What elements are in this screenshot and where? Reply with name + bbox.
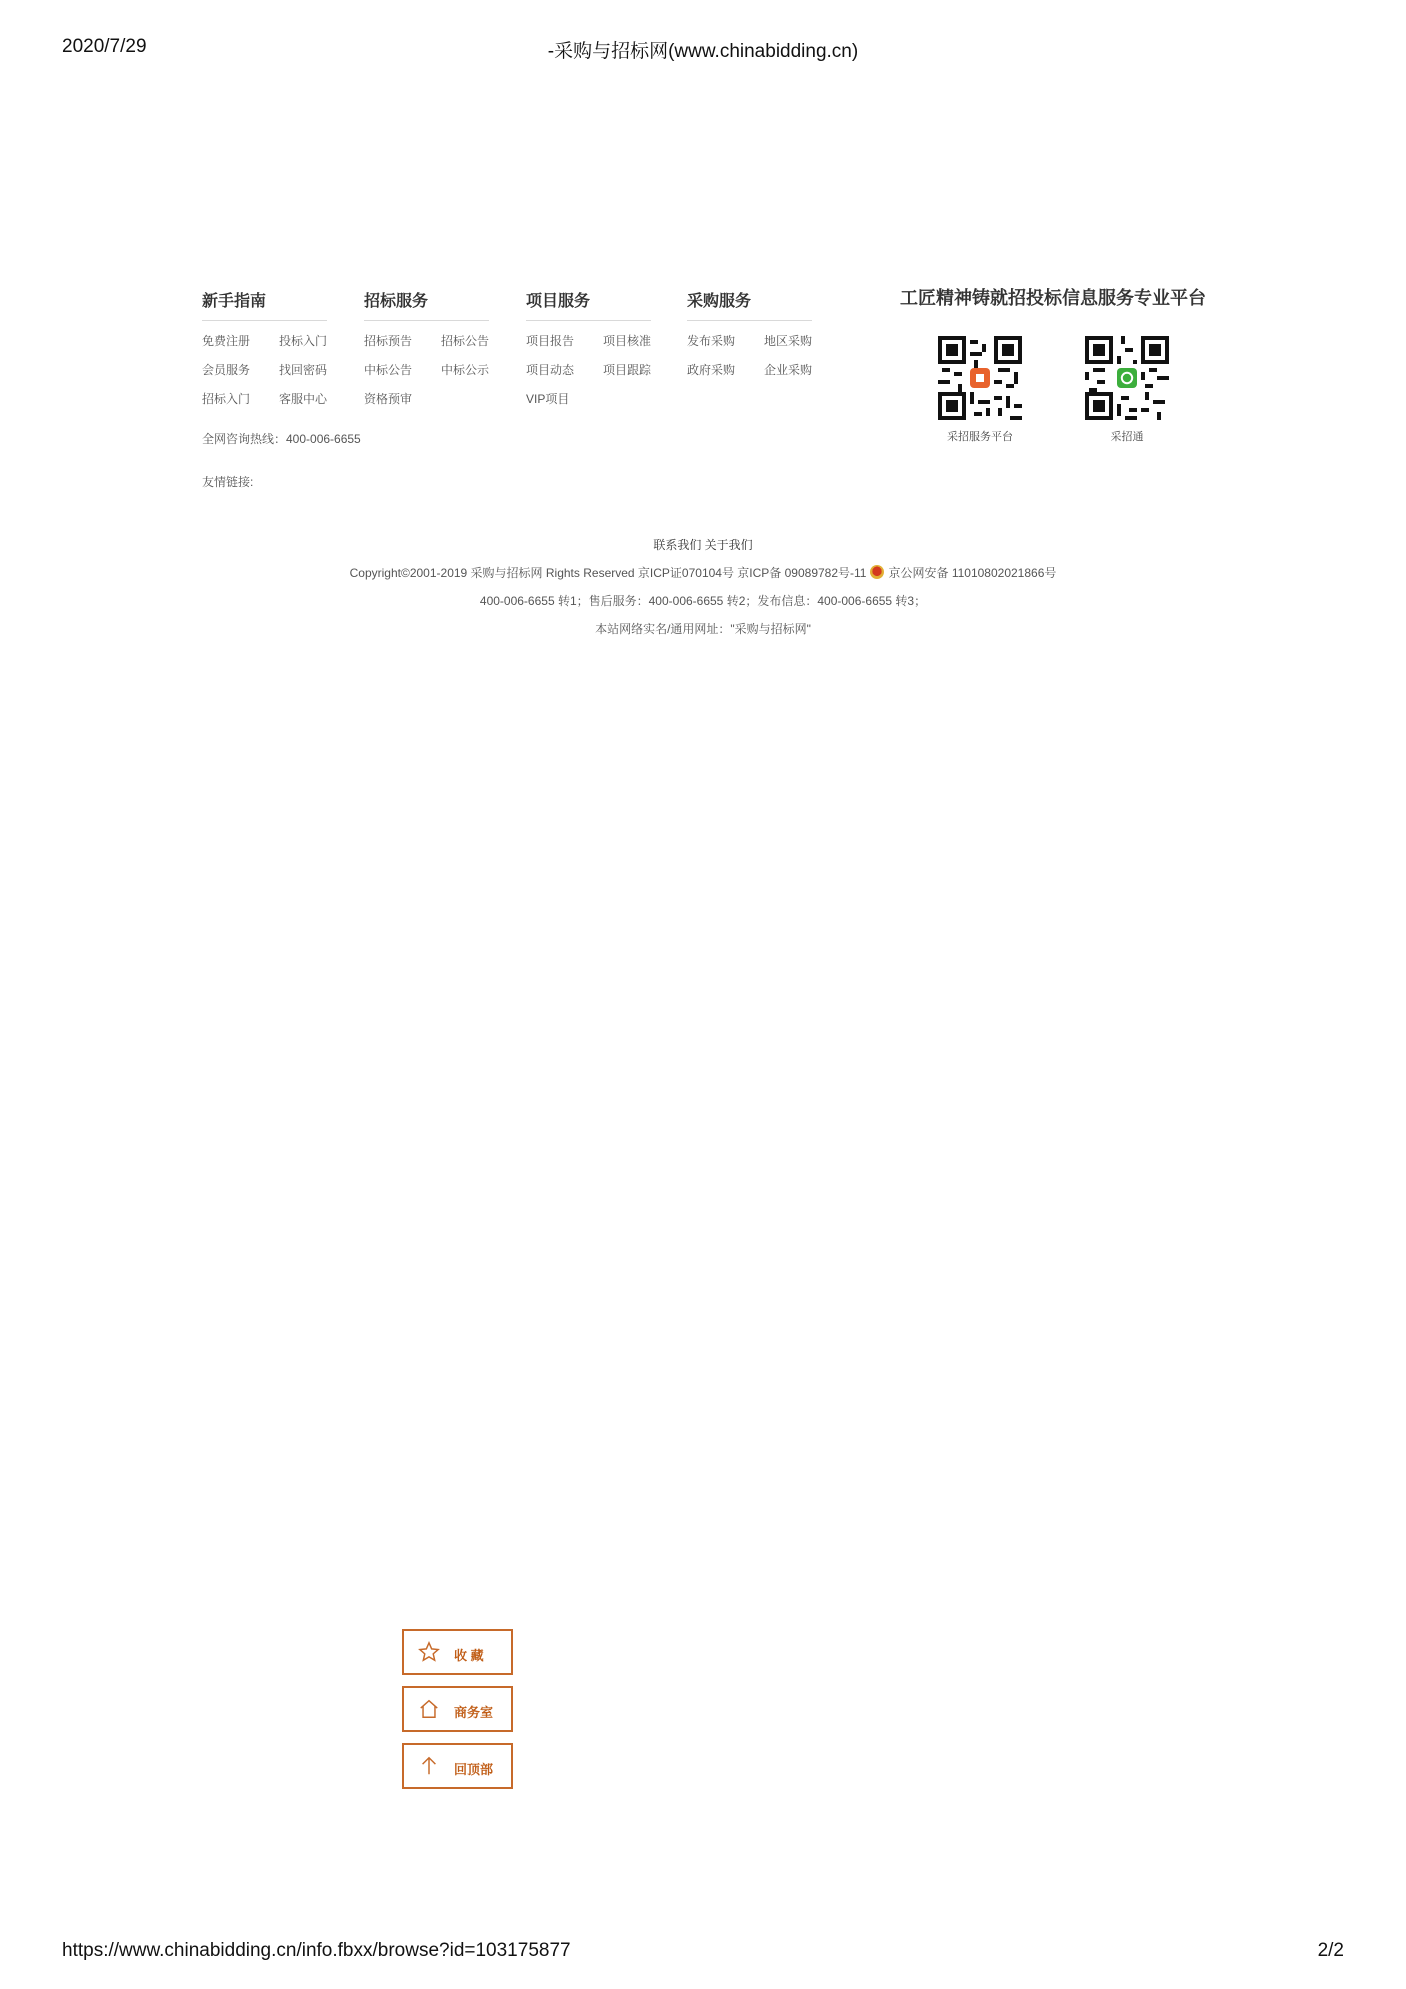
- nav-link-free-register[interactable]: 免费注册: [202, 334, 251, 348]
- nav-link-member-service[interactable]: 会员服务: [202, 363, 251, 377]
- nav-link-award-public[interactable]: 中标公示: [441, 363, 490, 377]
- friend-links-label: 友情链接:: [202, 475, 254, 489]
- back-to-top-button[interactable]: [402, 1743, 513, 1789]
- office-button[interactable]: [402, 1686, 513, 1732]
- nav-column-title: 项目服务: [526, 288, 651, 321]
- nav-link-regional-purchase[interactable]: 地区采购: [764, 334, 813, 348]
- print-page-number: 2/2: [1317, 1940, 1344, 1961]
- slogan: 工匠精神铸就招投标信息服务专业平台: [900, 288, 1206, 308]
- nav-link-tender-intro[interactable]: 招标入门: [202, 392, 251, 406]
- nav-link-publish-purchase[interactable]: 发布采购: [687, 334, 736, 348]
- nav-link-enterprise-purchase[interactable]: 企业采购: [764, 363, 813, 377]
- favorite-button[interactable]: [402, 1629, 513, 1675]
- print-page-title: -采购与招标网(www.chinabidding.cn): [547, 41, 859, 62]
- nav-column-title: 招标服务: [364, 288, 489, 321]
- arrow-up-icon: [418, 1755, 440, 1777]
- back-to-top-label: 回顶部: [454, 1762, 494, 1777]
- hotline-text: 全网咨询热线：400-006-6655: [202, 432, 361, 446]
- nav-link-project-news[interactable]: 项目动态: [526, 363, 575, 377]
- nav-link-service-center[interactable]: 客服中心: [279, 392, 328, 406]
- nav-link-project-approval[interactable]: 项目核准: [603, 334, 652, 348]
- nav-link-project-tracking[interactable]: 项目跟踪: [603, 363, 652, 377]
- qr-code-icon: [938, 336, 1022, 420]
- qr-code-icon: [1085, 336, 1169, 420]
- nav-link-recover-password[interactable]: 找回密码: [279, 363, 328, 377]
- nav-link-project-report[interactable]: 项目报告: [526, 334, 575, 348]
- nav-link-government-purchase[interactable]: 政府采购: [687, 363, 736, 377]
- home-icon: [418, 1698, 440, 1720]
- police-record-text[interactable]: 京公网安备 11010802021866号: [888, 566, 1057, 580]
- contact-about-links[interactable]: 联系我们 关于我们: [653, 538, 753, 552]
- nav-column-guide: [202, 288, 327, 407]
- print-url: https://www.chinabidding.cn/info.fbxx/browse?id=103175877: [62, 1940, 571, 1961]
- print-date: 2020/7/29: [62, 36, 147, 57]
- qr-label: 采招通: [1110, 431, 1144, 443]
- copyright-line: [0, 564, 1406, 581]
- office-label: 商务室: [454, 1705, 494, 1720]
- police-badge-icon: [870, 565, 884, 579]
- nav-link-prequalification[interactable]: 资格预审: [364, 392, 413, 406]
- qr-label: 采招服务平台: [947, 431, 1013, 443]
- nav-column-tender: [364, 288, 489, 407]
- nav-column-title: 采购服务: [687, 288, 812, 321]
- nav-link-vip-project[interactable]: VIP项目: [526, 392, 570, 406]
- nav-link-bid-intro[interactable]: 投标入门: [279, 334, 328, 348]
- print-header: [62, 36, 1344, 60]
- nav-column-project: [526, 288, 651, 407]
- site-realname: 本站网络实名/通用网址："采购与招标网": [595, 622, 811, 636]
- nav-link-tender-notice[interactable]: 招标公告: [441, 334, 490, 348]
- qr-caizhaotong: [1067, 336, 1187, 444]
- service-phones: 400-006-6655 转1；售后服务：400-006-6655 转2；发布信息：400-006-6655 转3；: [479, 594, 927, 608]
- nav-column-title: 新手指南: [202, 288, 327, 321]
- print-footer: [62, 1940, 1344, 1964]
- qr-service-platform: [920, 336, 1040, 444]
- star-icon: [418, 1641, 440, 1663]
- nav-link-award-notice[interactable]: 中标公告: [364, 363, 413, 377]
- copyright-text: Copyright©2001-2019 采购与招标网 Rights Reserved 京ICP证070104号 京ICP备 09089782号-11: [349, 566, 867, 580]
- favorite-label: 收 藏: [454, 1648, 484, 1663]
- nav-link-tender-preview[interactable]: 招标预告: [364, 334, 413, 348]
- nav-column-purchase: [687, 288, 812, 378]
